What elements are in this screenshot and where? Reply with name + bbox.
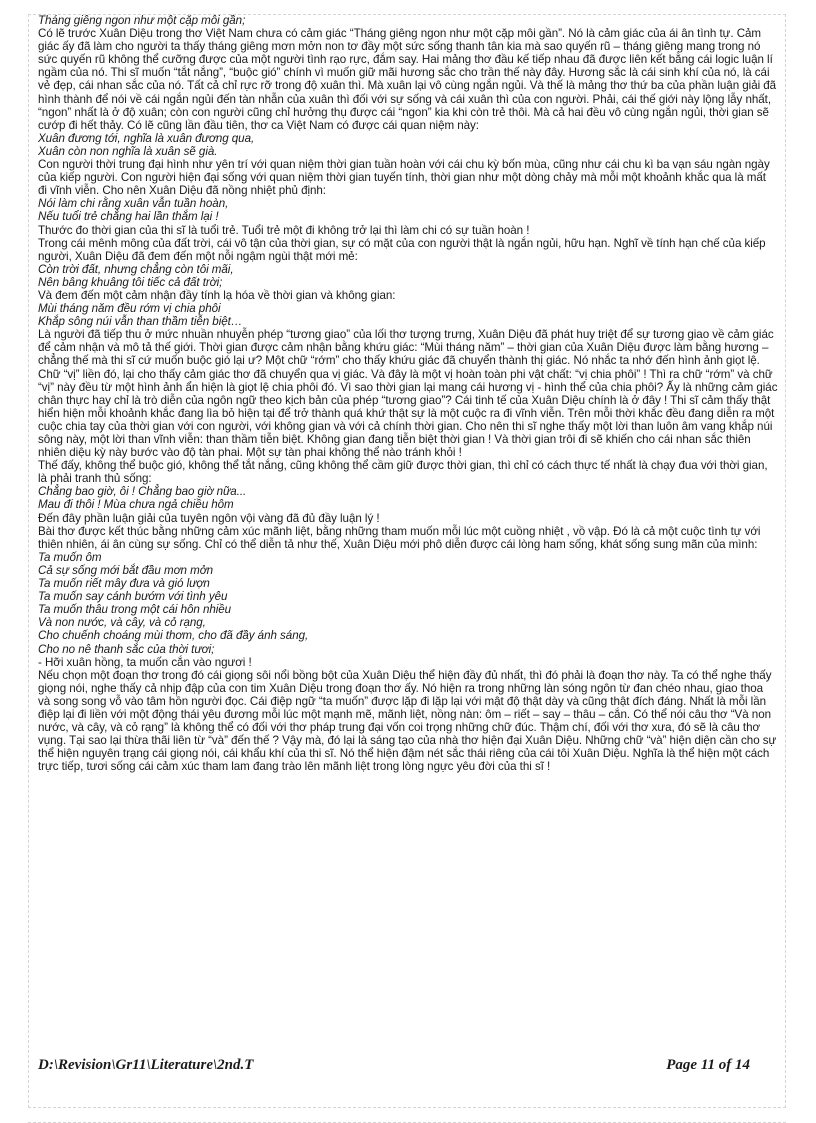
- verse-line: Ta muốn riết mây đưa và gió lượn: [38, 577, 210, 591]
- body-paragraph: Và đem đến một cảm nhận đầy tính lạ hóa về thời gian và không gian:: [38, 288, 396, 302]
- verse-line: Mau đi thôi ! Mùa chưa ngả chiều hôm: [38, 498, 234, 512]
- verse-line: Xuân còn non nghĩa là xuân sẽ già.: [38, 144, 218, 158]
- verse-line: Chẳng bao giờ, ôi ! Chẳng bao giờ nữa...: [38, 485, 247, 499]
- verse-line: Nên bâng khuâng tôi tiếc cả đất trời;: [38, 275, 223, 289]
- footer-file-path: D:\Revision\Gr11\Literature\2nd.T: [38, 1057, 254, 1073]
- page-footer: [38, 1057, 750, 1077]
- body-paragraph: Thế đấy, không thể buộc gió, không thể tắt nắng, cũng không thể cầm giữ được thời gian, thì chỉ có cách thực tế nhất là chạy đua với thời gian, là phải tranh thủ sống:: [38, 459, 768, 486]
- verse-line: Cho chuếnh choáng mùi thơm, cho đã đầy ánh sáng,: [38, 629, 309, 643]
- document-body: [38, 14, 778, 773]
- body-paragraph: Bài thơ được kết thúc bằng những cảm xúc mãnh liệt, bằng những tham muốn mỗi lúc một cuồng nhiệt , vồ vập. Đó là cả một cuộc tình tự với thiên nhiên, ái ân cùng sự sống. Chỉ có thể diễn tả như thế, Xuân Diệu mới phô diễn được cái lòng ham sống, khát sống sung mãn của mình:: [38, 524, 761, 551]
- verse-line: Tháng giêng ngon như một cặp môi gần;: [38, 14, 246, 27]
- footer-page-number: Page 11 of 14: [666, 1057, 750, 1073]
- verse-line: Ta muốn thâu trong một cái hôn nhiều: [38, 603, 232, 617]
- verse-line: Mùi tháng năm đều rớm vị chia phôi: [38, 302, 221, 316]
- body-paragraph: Là người đã tiếp thu ở mức nhuần nhuyễn phép “tương giao” của lối thơ tượng trưng, Xuân Diệu đã phát huy triệt để sự tương giao về cảm giác để cảm nhận và mô tả thế giới. Thời gian được cảm nhận bằng khứu giác: “Mùi tháng năm” – thời gian của Xuân Diệu được làm bằng hương – chẳng thế mà thi sĩ cứ muốn buộc gió lại ư? Một chữ “rớm” cho thấy khứu giác đã chuyển thành thị giác. Nó nhắc ta nhớ đến hình ảnh giọt lệ. Chữ “vị” liền đó, lại cho thấy cảm giác thơ đã chuyển qua vị giác. Và đây là một vị hoàn toàn phi vật chất: “vị chia phôi” ! Thì ra chữ “rớm” và chữ “vị” này đều từ một hình ảnh ẩn hiện là giọt lệ chia phôi đó. Vì sao thời gian lại mang cái hương vị - hình thể của chia phôi? Ấy là những cảm giác chân thực hay chỉ là trò diễn của ngôn ngữ theo kịch bản của phép “tương giao”? Cái tinh tế của Xuân Diệu chính là ở đây ! Thi sĩ cảm thấy thật hiển hiện mỗi khoảnh khắc đang lìa bỏ hiện tại để trở thành quá khứ thật sự là một cuộc ra đi vĩnh viễn. Trên mỗi thời khắc đều đang diễn ra một cuộc chia tay của thời gian với con người, với không gian và với cả chính thời gian. Cho nên thi sĩ nghe thấy một lời than luôn âm vang khắp núi sông này, một lời than vĩnh viễn: than thầm tiễn biệt. Không gian đang tiễn biệt thời gian ! Và thời gian trôi đi sẽ khiến cho cái nhan sắc thiên nhiên diệu kỳ này bước vào độ tàn phai. Một sự tàn phai không thể nào tránh khỏi !: [38, 328, 778, 460]
- body-paragraph: - Hỡi xuân hồng, ta muốn cắn vào ngươi !: [38, 655, 252, 669]
- body-paragraph: Thước đo thời gian của thi sĩ là tuổi trẻ. Tuổi trẻ một đi không trở lại thì làm chi có sự tuần hoàn !: [38, 223, 530, 237]
- body-paragraph: Đến đây phần luận giải của tuyên ngôn vội vàng đã đủ đầy luận lý !: [38, 511, 380, 525]
- verse-line: Xuân đương tới, nghĩa là xuân đương qua,: [38, 131, 255, 145]
- verse-line: Ta muốn say cánh bướm với tình yêu: [38, 590, 228, 604]
- verse-line: Cả sự sống mới bắt đầu mơn mởn: [38, 563, 214, 577]
- verse-line: Nếu tuổi trẻ chẳng hai lần thắm lại !: [38, 210, 219, 224]
- body-paragraph: Trong cái mênh mông của đất trời, cái vô tận của thời gian, sự có mặt của con người thật là ngắn ngủi, hữu hạn. Nghĩ về tính hạn chế của kiếp người, Xuân Diệu đã đem đến một nỗi ngậm ngùi thật mới mẻ:: [38, 236, 766, 263]
- verse-line: Còn trời đất, nhưng chẳng còn tôi mãi,: [38, 262, 234, 276]
- body-paragraph: Có lẽ trước Xuân Diệu trong thơ Việt Nam chưa có cảm giác “Tháng giêng ngon như một cặp môi gần”. Nó là cảm giác của ái ân tình tự. Cảm giác ấy đã làm cho người ta thấy tháng giêng mơn mởn non tơ đầy một sức sống thanh tân kia mà sao quyến rũ – tháng giêng mang trong nó sức quyến rũ không thể cưỡng được của một người tình rạo rực, đắm say. Hai mảng thơ đầu kế tiếp nhau đã được liên kết bằng cái logic luận lí ngầm của nó. Thi sĩ muốn “tắt nắng”, “buộc gió” chính vì muốn giữ mãi hương sắc cho trần thế này đây. Hương sắc là cái sinh khí của nó, là cái vẻ đẹp, cái nhan sắc của nó. Tất cả chỉ rực rỡ trong độ xuân thì. Mà xuân lại vô cùng ngắn ngủi. Và thế là mảng thơ thứ ba của phần luận giải đã hình thành để nói về cái ngắn ngủi đến tàn nhẫn của xuân thì đối với sự sống và cái xuân thì của con người. Phải, cái thế giới này lộng lẫy nhất, “ngon” nhất là ở độ xuân; còn con người cũng chỉ hưởng thụ được cái “ngon” kia khi còn trẻ thôi. Mà cả hai đều vô cùng ngắn ngủi, thời gian sẽ cướp đi hết thảy. Có lẽ cũng lần đầu tiên, thơ ca Việt Nam có được cái quan niệm này:: [38, 27, 777, 132]
- body-paragraph: Con người thời trung đại hình như yên trí với quan niệm thời gian tuần hoàn với cái chu kỳ bốn mùa, cũng như cái chu kì ba vạn sáu ngàn ngày của kiếp người. Con người hiện đại sống với quan niệm thời gian tuyến tính, thời gian như một dòng chảy mà mỗi một khoảnh khắc qua là mất đi vĩnh viễn. Cho nên Xuân Diệu đã nồng nhiệt phủ định:: [38, 158, 770, 198]
- verse-line: Khắp sông núi vẫn than thầm tiễn biệt…: [38, 315, 243, 329]
- verse-line: Nói làm chi rằng xuân vẫn tuần hoàn,: [38, 197, 229, 211]
- verse-line: Cho no nê thanh sắc của thời tươi;: [38, 642, 215, 656]
- verse-line: Và non nước, và cây, và cỏ rạng,: [38, 616, 206, 630]
- verse-line: Ta muốn ôm: [38, 550, 102, 564]
- body-paragraph: Nếu chọn một đoạn thơ trong đó cái giọng sôi nổi bồng bột của Xuân Diệu thể hiện đầy đủ nhất, thì đó phải là đoạn thơ này. Ta có thể nghe thấy giọng nói, nghe thấy cả nhịp đập của con tim Xuân Diệu trong đoạn thơ ấy. Nó hiện ra trong những làn sóng ngôn từ đan chéo nhau, giao thoa và song song vỗ vào tâm hồn người đọc. Cái điệp ngữ “ta muốn” được lặp đi lặp lại với mật độ thật dày và cũng thật đích đáng. Nhất là mỗi lần điệp lại đi liền với một động thái yêu đương mỗi lúc một mạnh mẽ, mãnh liệt, nồng nàn: ôm – riết – say – thâu – cắn. Có thể nói câu thơ “Và non nước, và cây, và cỏ rạng” là không thể có đối với thơ pháp trung đại vốn coi trọng những chữ đúc. Thậm chí, đối với thơ xưa, đó sẽ là câu thơ vụng. Tại sao lại thừa thãi liên từ “và” đến thế ? Vậy mà, đó lại là sáng tạo của nhà thơ hiện đại Xuân Diệu. Những chữ “và” hiện diện cần cho sự thể hiện nguyên trạng cái giọng nói, cái khẩu khí của thi sĩ. Nó thể hiện đậm nét sắc thái riêng của cái tôi Xuân Diệu. Nghĩa là thể hiện một cách trực tiếp, tươi sống cái cảm xúc tham lam đang trào lên mãnh liệt trong lòng ngực yêu đời của thi sĩ !: [38, 668, 777, 774]
